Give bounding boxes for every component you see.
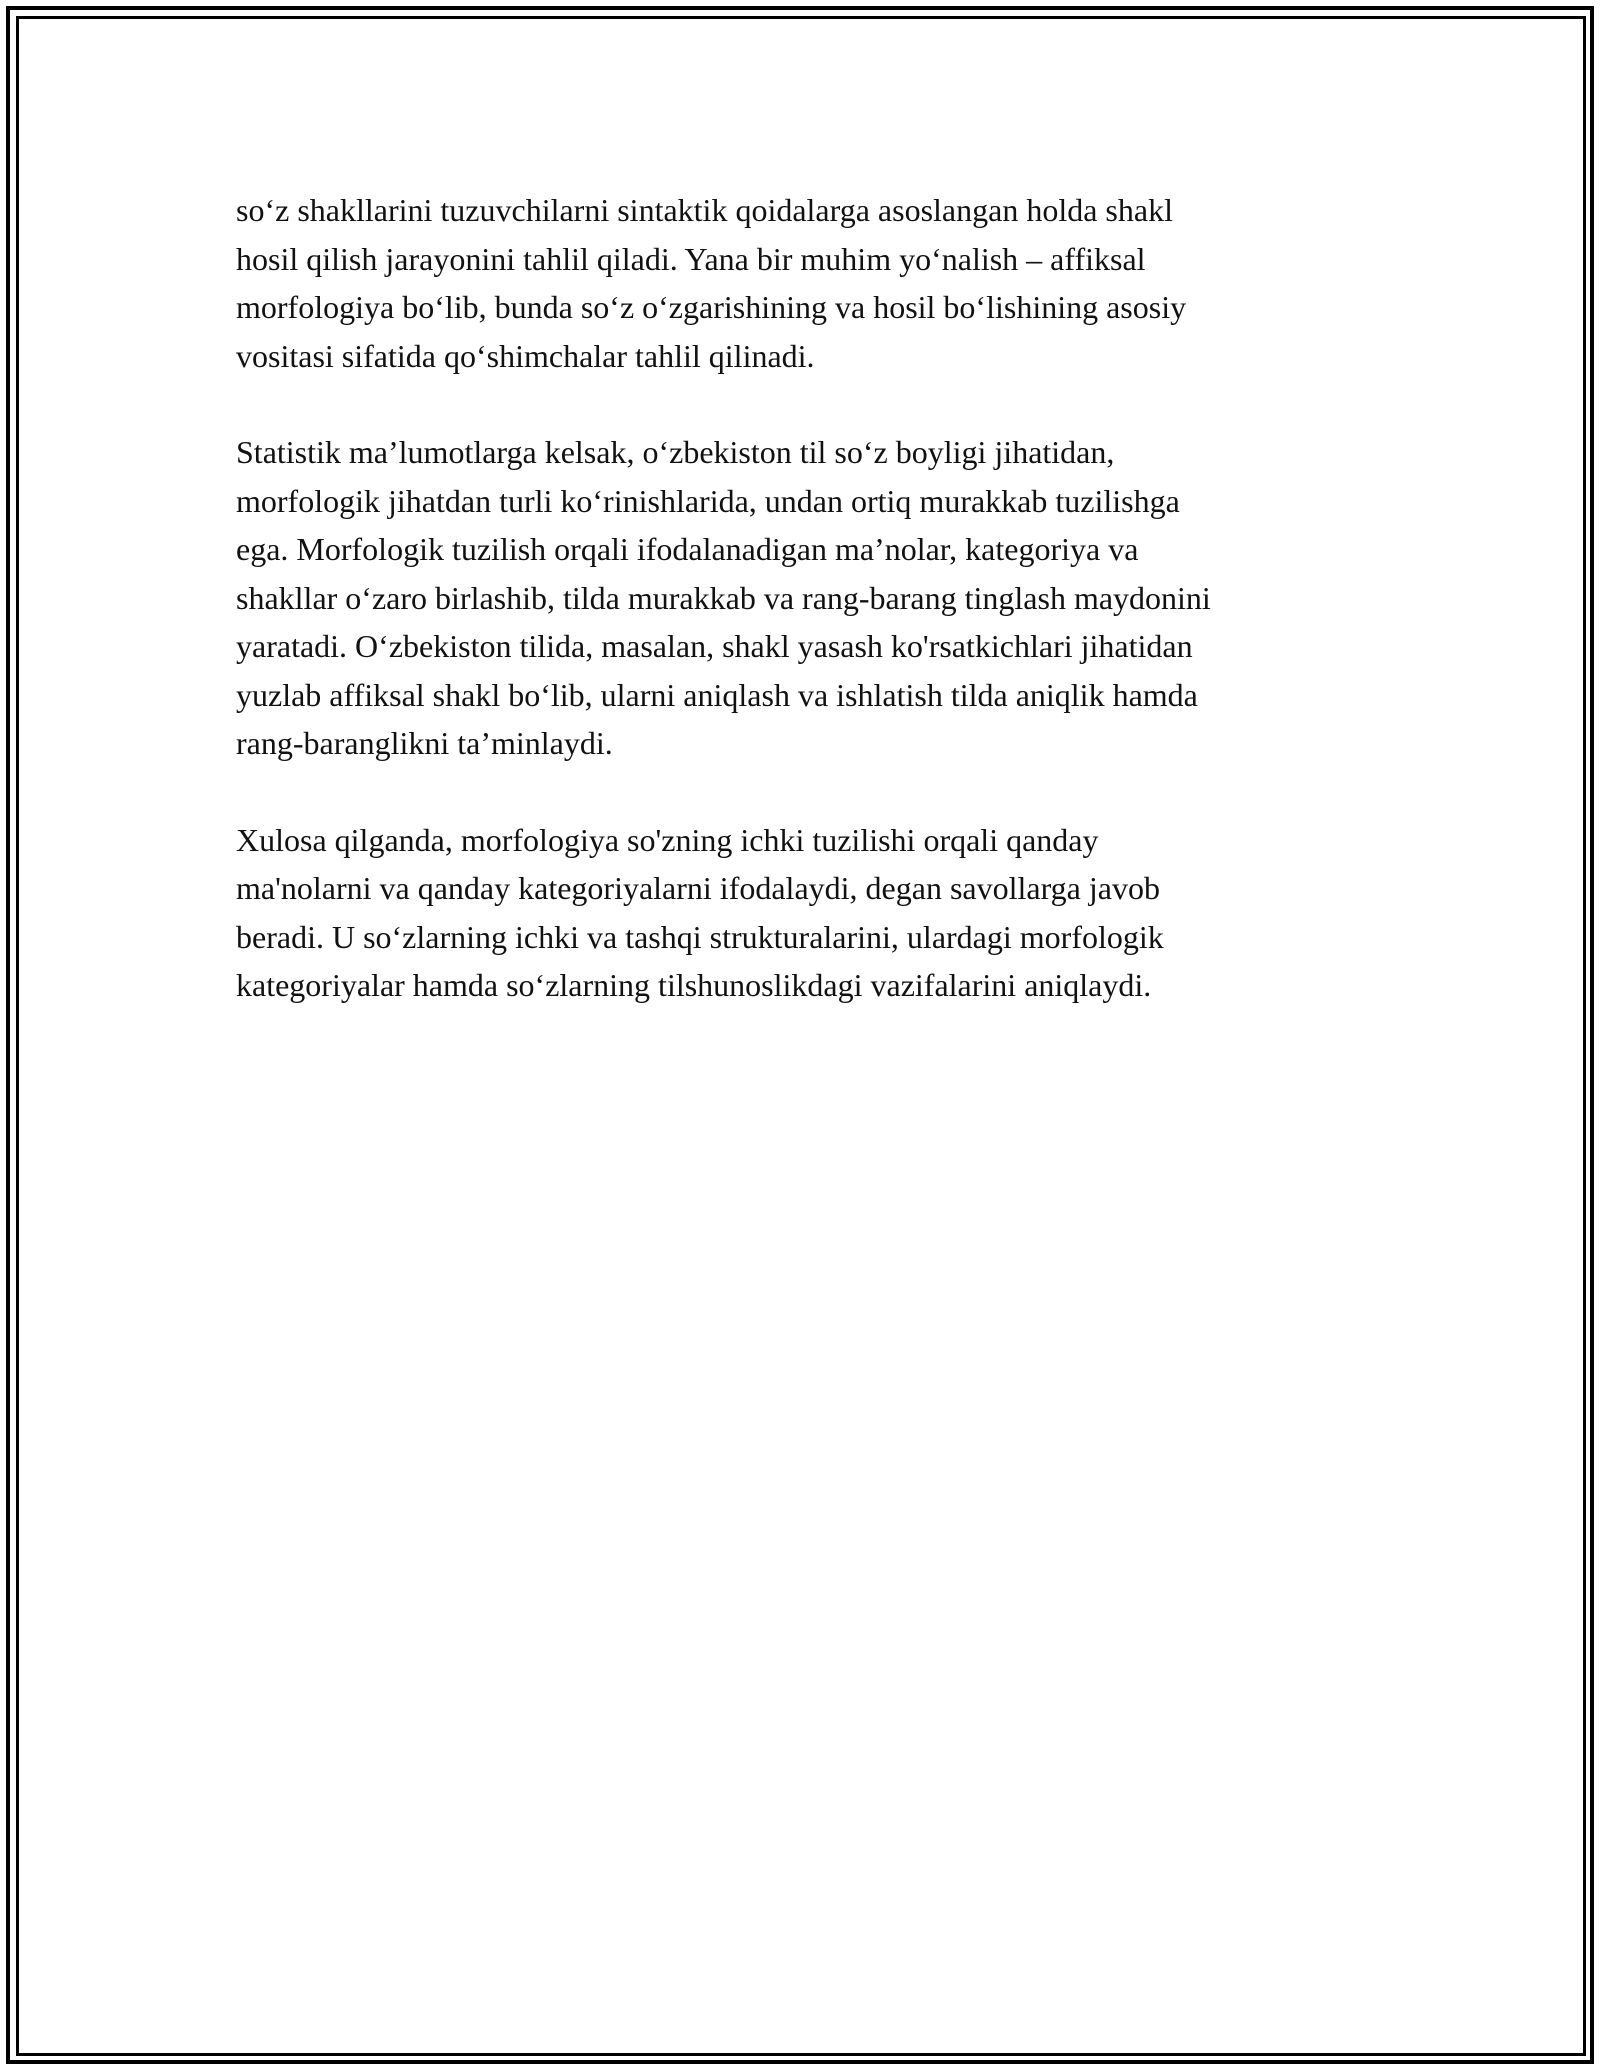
paragraph-2 [236,428,1366,768]
text-line: kategoriyalar hamda so‘zlarning tilshunoslikdagi vazifalarini aniqlaydi. [236,967,1152,1003]
document-body [236,186,1366,1058]
text-line: ega. Morfologik tuzilish orqali ifodalanadigan ma’nolar, kategoriya va [236,531,1139,567]
text-line: morfologik jihatdan turli ko‘rinishlarida, undan ortiq murakkab tuzilishga [236,482,1180,519]
text-line: Xulosa qilganda, morfologiya so'zning ichki tuzilishi orqali qanday [236,821,1099,858]
text-line: Statistik ma’lumotlarga kelsak, o‘zbekiston til so‘z boyligi jihatidan, [236,434,1115,470]
paragraph-1 [236,186,1366,380]
text-line: beradi. U so‘zlarning ichki va tashqi strukturalarini, ulardagi morfologik [236,918,1164,955]
text-line: yuzlab affiksal shakl bo‘lib, ularni aniqlash va ishlatish tilda aniqlik hamda [236,676,1198,713]
text-line: shakllar o‘zaro birlashib, tilda murakkab va rang-barang tinglash maydonini [236,579,1211,616]
text-line: hosil qilish jarayonini tahlil qiladi. Yana bir muhim yo‘nalish – affiksal [236,240,1146,277]
text-line: rang-baranglikni ta’minlaydi. [236,725,613,761]
text-line: morfologiya bo‘lib, bunda so‘z o‘zgarishining va hosil bo‘lishining asosiy [236,289,1187,325]
text-line: so‘z shakllarini tuzuvchilarni sintaktik qoidalarga asoslangan holda shakl [236,192,1173,228]
text-line: ma'nolarni va qanday kategoriyalarni ifodalaydi, degan savollarga javob [236,870,1160,906]
text-line: yaratadi. O‘zbekiston tilida, masalan, shakl yasash ko'rsatkichlari jihatidan [236,628,1193,664]
text-line: vositasi sifatida qo‘shimchalar tahlil qilinadi. [236,337,815,374]
paragraph-3 [236,816,1366,1010]
